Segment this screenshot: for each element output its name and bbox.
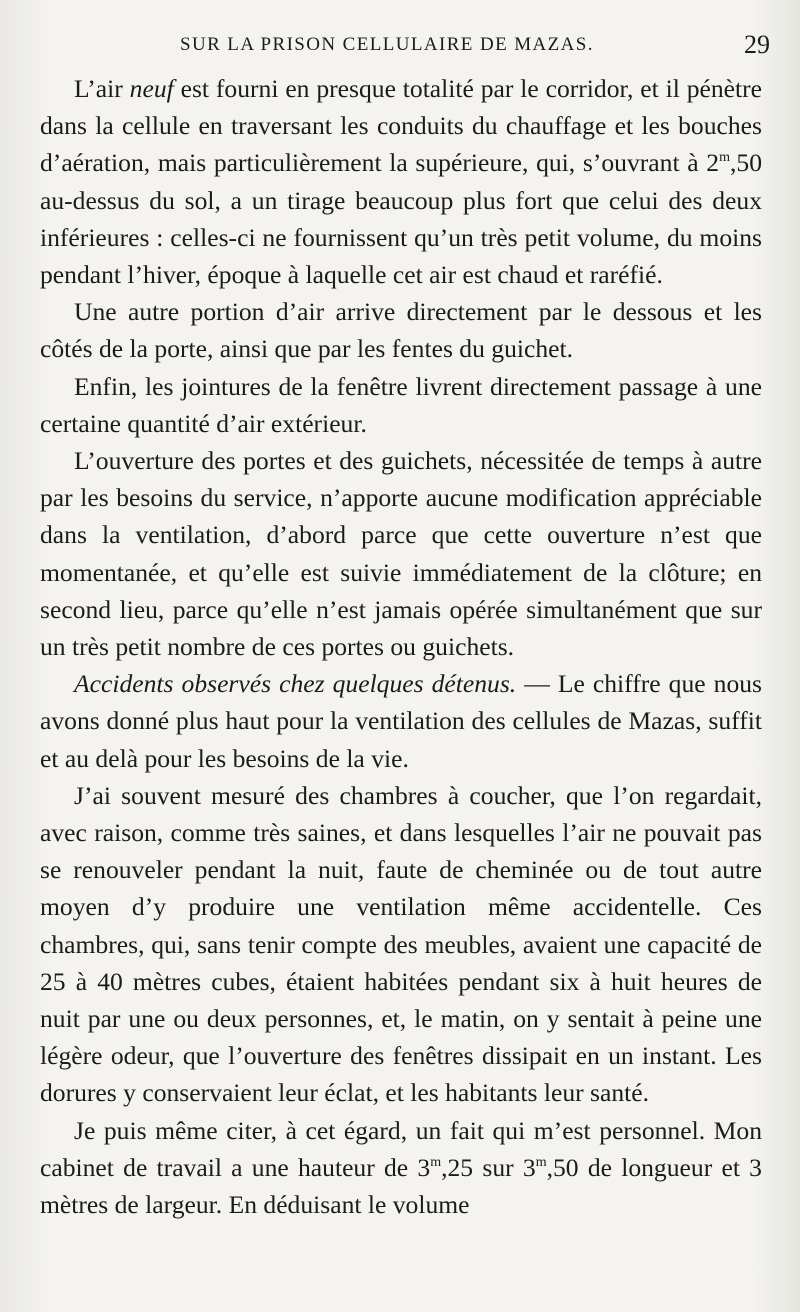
italic-text: Accidents observés chez quelques détenus. bbox=[74, 669, 517, 699]
paragraph bbox=[40, 777, 762, 1112]
paragraph-text: ,25 sur 3 bbox=[441, 1152, 536, 1182]
paragraph-text: L’air bbox=[74, 74, 130, 103]
paragraph-text: ,50 au-dessus du sol, a un tirage beaucoup plus fort que celui des deux inférieures : celles-ci ne fournissent qu’un très petit volume, du moins pendant l’hiver, époque à laquelle cet air est chaud et raréfié. bbox=[40, 148, 762, 290]
superscript-unit: m bbox=[430, 1154, 442, 1170]
paragraph-text: L’ouverture des portes et des guichets, nécessitée de temps à autre par les besoins du service, n’apporte aucune modification appréciable dans la ventilation, d’abord parce que cette ouverture n’est que momentanée, et qu’elle est suivie immédiatement de la clôture; en second lieu, parce qu’elle n’est jamais opérée simultanément que sur un très petit nombre de ces portes ou guichets. bbox=[40, 446, 762, 662]
paragraph-text: J’ai souvent mesuré des chambres à coucher, que l’on regardait, avec raison, comme très saines, et dans lesquelles l’air ne pouvait pas se renouveler pendant la nuit, faute de cheminée ou de tout autre moyen d’y produire une ventilation même accidentelle. Ces chambres, qui, sans tenir compte des meubles, avaient une capacité de 25 à 40 mètres cubes, étaient habitées pendant six à huit heures de nuit par une ou deux personnes, et, le matin, on y sentait à peine une légère odeur, que l’ouverture des fenêtres dissipait en un instant. Les dorures y conservaient leur éclat, et les habitants leur santé. bbox=[40, 780, 762, 1108]
page-number: 29 bbox=[744, 30, 770, 59]
paragraph bbox=[40, 70, 762, 293]
page-header bbox=[60, 32, 770, 68]
superscript-unit: m bbox=[719, 150, 730, 166]
paragraph bbox=[40, 293, 762, 367]
paragraph-text: ,50 de longueur et 3 mètres de largeur. En déduisant le volume bbox=[40, 1152, 762, 1220]
paragraph bbox=[40, 665, 762, 777]
paragraph-text: Une autre portion d’air arrive directement par le dessous et les côtés de la porte, ainsi que par les fentes du guichet. bbox=[40, 297, 762, 364]
paragraph-text: Enfin, les jointures de la fenêtre livrent directement passage à une certaine quantité d’air extérieur. bbox=[40, 371, 762, 438]
paragraph bbox=[40, 442, 762, 665]
paragraph bbox=[40, 1112, 762, 1224]
paragraph-text: est fourni en presque totalité par le corridor, et il pénètre dans la cellule en traversant les conduits du chauffage et les bouches d’aération, mais particulièrement la supérieure, qui, s’ouvrant à 2 bbox=[40, 74, 762, 178]
running-title: SUR LA PRISON CELLULAIRE DE MAZAS. bbox=[180, 34, 594, 55]
body-text bbox=[40, 70, 762, 1223]
paragraph bbox=[40, 368, 762, 442]
paragraph-text: — Le chiffre que nous avons donné plus haut pour la ventilation des cellules de Mazas, suffit et au delà pour les besoins de la vie. bbox=[40, 669, 763, 773]
superscript-unit: m bbox=[535, 1154, 547, 1170]
paragraph-text: Je puis même citer, à cet égard, un fait qui m’est personnel. Mon cabinet de travail a une hauteur de 3 bbox=[40, 1115, 762, 1182]
italic-text: neuf bbox=[129, 74, 174, 103]
